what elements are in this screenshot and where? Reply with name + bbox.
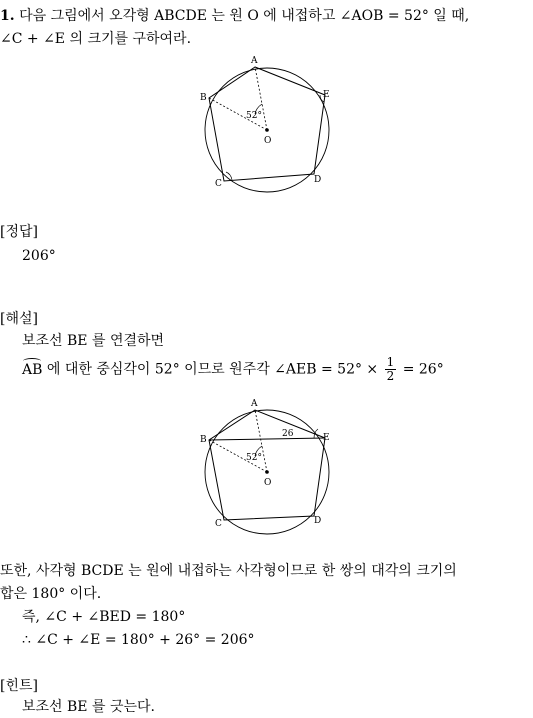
label-angle-52-2: 52° [246, 453, 262, 463]
solution-para-line-1: 또한, 사각형 BCDE 는 원에 내접하는 사각형이므로 한 쌍의 대각의 크기의 [0, 563, 457, 579]
fraction-denominator: 2 [386, 369, 395, 383]
answer-header: [정답] [0, 224, 38, 240]
label-e-2: E [323, 433, 330, 443]
solution-eq-1: 즉, ∠C + ∠BED = 180° [22, 609, 186, 625]
fraction-half [385, 356, 397, 383]
solution-eq-2: ∴ ∠C + ∠E = 180° + 26° = 206° [22, 632, 255, 648]
pentagon-abcde [209, 67, 325, 181]
label-angle-26: 26 [282, 429, 294, 439]
label-d-2: D [314, 516, 322, 526]
problem-line-1 [0, 6, 469, 26]
solution-step-2 [22, 356, 444, 383]
center-o-dot [265, 128, 269, 132]
arc-ab: AB [22, 361, 43, 378]
label-d: D [314, 175, 322, 185]
hint-text: 보조선 BE 를 긋는다. [22, 699, 155, 715]
label-o-2: O [264, 478, 272, 488]
segment-be [209, 438, 325, 440]
label-angle-52: 52° [246, 111, 262, 121]
label-b-2: B [200, 435, 207, 445]
answer-value: 206° [22, 248, 56, 264]
pentagon-abcde-2 [209, 410, 325, 520]
problem-text-2: ∠C + ∠E 의 크기를 구하여라. [0, 31, 192, 47]
figure-pentagon-1 [190, 48, 350, 198]
solution-header: [해설] [0, 311, 38, 327]
solution-step-2-end: = 26° [402, 361, 444, 378]
label-a-2: A [251, 399, 258, 409]
hint-header: [힌트] [0, 678, 38, 694]
label-a: A [251, 56, 258, 66]
label-e: E [323, 90, 330, 100]
fraction-numerator: 1 [386, 355, 395, 369]
figure-pentagon-2 [190, 394, 350, 544]
label-b: B [200, 93, 207, 103]
label-c-2: C [215, 519, 222, 529]
solution-para-line-2: 합은 180° 이다. [0, 586, 102, 602]
solution-step-1: 보조선 BE 를 연결하면 [22, 333, 165, 349]
label-o: O [264, 136, 272, 146]
problem-number: 1. [0, 8, 15, 24]
label-c: C [215, 179, 222, 189]
center-o-dot-2 [265, 470, 269, 474]
problem-text-1: 다음 그림에서 오각형 ABCDE 는 원 O 에 내접하고 ∠AOB = 52° 일 때, [19, 8, 470, 24]
solution-step-2-text: 에 대한 중심각이 52° 이므로 원주각 ∠AEB = 52° × [42, 361, 379, 378]
